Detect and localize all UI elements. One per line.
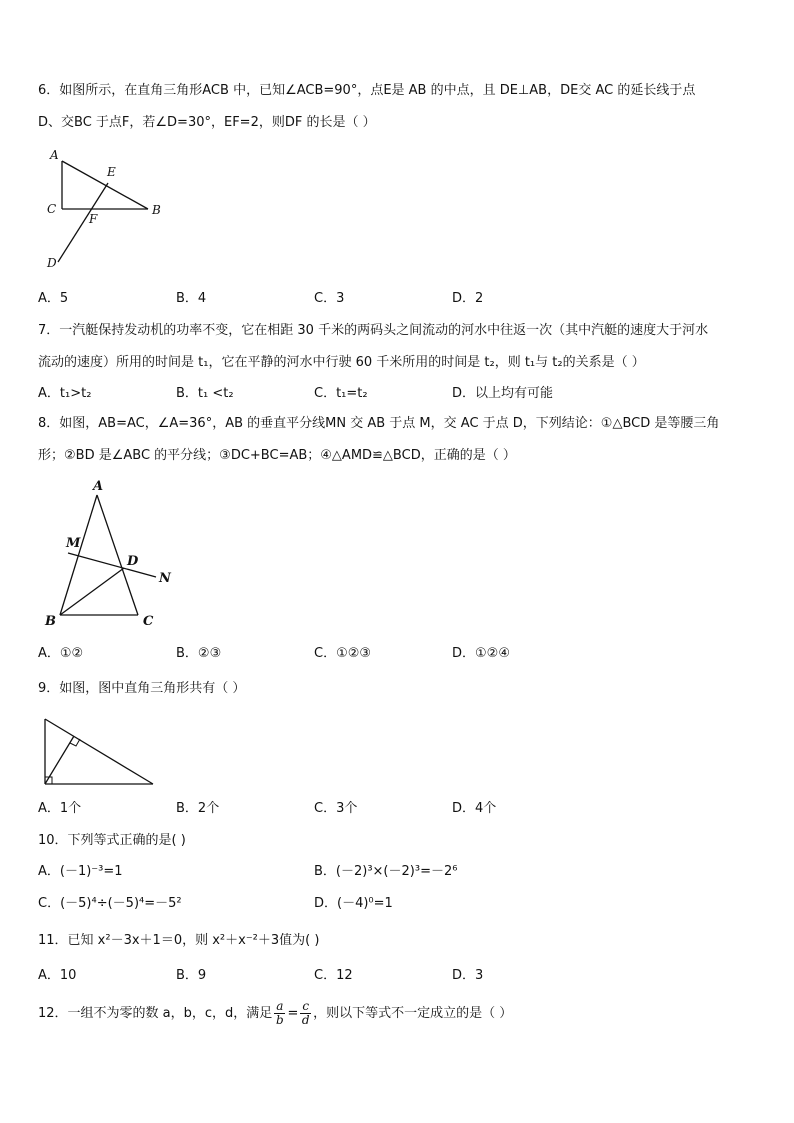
q9-figure: [38, 712, 163, 792]
q11-option-a: A．10: [38, 968, 77, 983]
q8-figure: [38, 475, 188, 635]
q8-option-d: D．①②④: [452, 646, 510, 661]
q6-text-line1: 6．如图所示，在直角三角形ACB 中，已知∠ACB=90°，点E是 AB 的中点，且 DE⊥AB，DE交 AC 的延长线于点: [38, 83, 696, 98]
q12-suffix: ，则以下等式不一定成立的是（ ）: [313, 1006, 513, 1021]
q8-label-M: M: [66, 536, 81, 551]
q12-frac2-denominator: d: [301, 1013, 310, 1027]
q9-option-d: D．4个: [452, 801, 497, 816]
q8-option-c: C．①②③: [314, 646, 372, 661]
q8-segment-BD: [60, 568, 124, 615]
q12-fraction-c-d: [300, 1000, 311, 1027]
q6-side-AB: [62, 161, 148, 209]
q12-frac1-denominator: b: [276, 1013, 284, 1027]
q11-option-b: B．9: [176, 968, 207, 983]
q10-option-a: A．(－1)⁻³=1: [38, 864, 123, 879]
q12-text-line1: [38, 1000, 512, 1027]
q7-text-line1: 7．一汽艇保持发动机的功率不变，它在相距 30 千米的两码头之间流动的河水中往返一次（其中汽艇的速度大于河水: [38, 323, 709, 338]
q7-option-b: B．t₁ <t₂: [176, 386, 234, 401]
q12-fraction-a-b: [274, 1000, 285, 1027]
q6-label-D: D: [47, 256, 57, 270]
q8-label-C: C: [143, 614, 154, 629]
q10-option-c: C．(－5)⁴÷(－5)⁴=－5²: [38, 896, 182, 911]
q9-option-b: B．2个: [176, 801, 220, 816]
q8-option-b: B．②③: [176, 646, 222, 661]
q11-text-line1: 11．已知 x²－3x＋1＝0，则 x²＋x⁻²＋3值为( ): [38, 933, 320, 948]
q8-label-A: A: [93, 479, 104, 494]
q9-hypotenuse: [45, 719, 153, 784]
q6-figure: [38, 145, 178, 275]
q6-label-F: F: [89, 212, 98, 226]
q12-frac2-numerator: c: [302, 999, 310, 1013]
q7-text-line2: 流动的速度）所用的时间是 t₁，它在平静的河水中行驶 60 千米所用的时间是 t₂，则 t₁与 t₂的关系是（ ）: [38, 355, 645, 370]
q6-line-DE: [58, 183, 108, 262]
q9-option-c: C．3个: [314, 801, 358, 816]
q10-option-d: D．(－4)⁰=1: [314, 896, 393, 911]
q7-option-d: D．以上均有可能: [452, 386, 554, 401]
q6-label-B: B: [152, 203, 161, 217]
q9-text-line1: 9．如图，图中直角三角形共有（ ）: [38, 681, 246, 696]
q6-label-E: E: [107, 165, 116, 179]
q7-option-a: A．t₁>t₂: [38, 386, 92, 401]
q6-option-d: D．2: [452, 291, 484, 306]
q12-frac1-numerator: a: [276, 999, 284, 1013]
q6-label-C: C: [47, 202, 57, 216]
q11-option-d: D．3: [452, 968, 484, 983]
q12-equals: =: [287, 1006, 299, 1021]
q11-option-c: C．12: [314, 968, 353, 983]
q6-text-line2: D、交BC 于点F，若∠D=30°，EF=2，则DF 的长是（ ）: [38, 115, 376, 130]
q8-side-AB: [60, 495, 97, 615]
q8-label-B: B: [45, 614, 56, 629]
q6-option-b: B．4: [176, 291, 207, 306]
q8-text-line2: 形；②BD 是∠ABC 的平分线；③DC+BC=AB；④△AMD≌△BCD，正确的是（ ）: [38, 448, 516, 463]
q12-prefix: 12．一组不为零的数 a，b，c，d，满足: [38, 1006, 273, 1021]
q7-option-c: C．t₁=t₂: [314, 386, 368, 401]
q8-text-line1: 8．如图，AB=AC，∠A=36°，AB 的垂直平分线MN 交 AB 于点 M，交 AC 于点 D，下列结论：①△BCD 是等腰三角: [38, 416, 720, 431]
q8-line-MN: [68, 553, 156, 577]
q9-option-a: A．1个: [38, 801, 82, 816]
q8-label-D: D: [127, 554, 139, 569]
q10-text-line1: 10．下列等式正确的是( ): [38, 833, 186, 848]
q10-option-b: B．(－2)³×(－2)³=－2⁶: [314, 864, 458, 879]
q6-option-a: A．5: [38, 291, 69, 306]
q6-label-A: A: [50, 148, 59, 162]
q8-option-a: A．①②: [38, 646, 84, 661]
q6-option-c: C．3: [314, 291, 345, 306]
q8-label-N: N: [159, 571, 171, 586]
